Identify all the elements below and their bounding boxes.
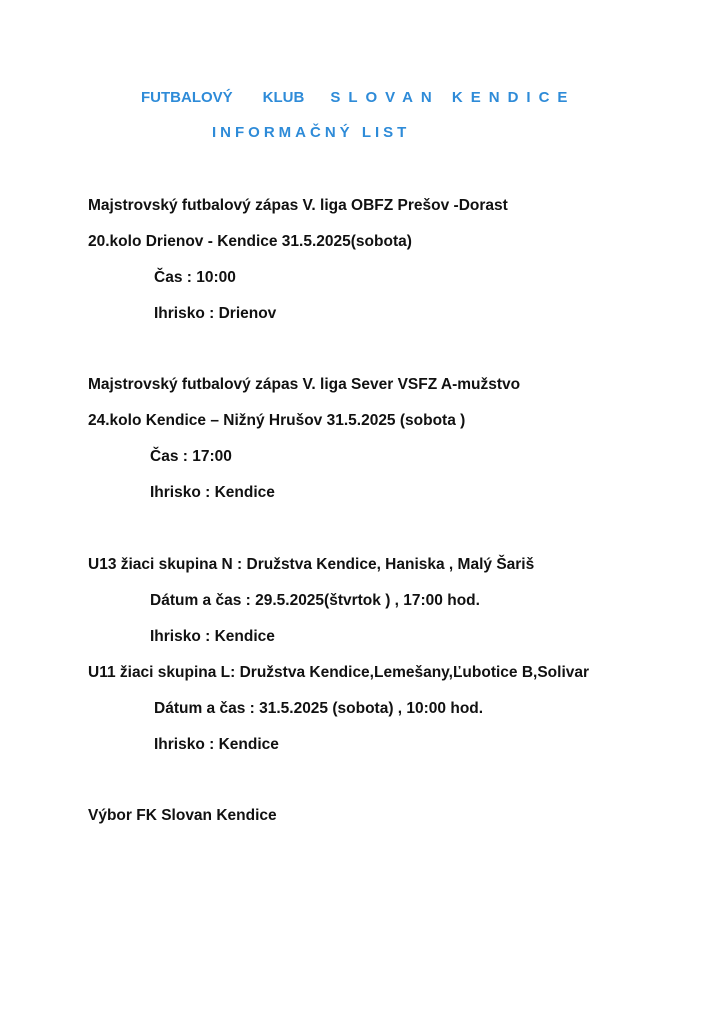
match1-time: Čas : 10:00 [154,269,236,286]
match2-time: Čas : 17:00 [150,448,232,465]
match2-title: Majstrovský futbalový zápas V. liga Sever VSFZ A-mužstvo [88,376,521,393]
match2-round: 24.kolo Kendice – Nižný Hrušov 31.5.2025 (sobota ) [88,412,466,429]
club-word-klub: KLUB [262,89,305,106]
match1-venue: Ihrisko : Drienov [154,305,277,322]
club-header [141,89,575,106]
match1-title: Majstrovský futbalový zápas V. liga OBFZ Prešov -Dorast [88,197,508,214]
u13-datetime: Dátum a čas : 29.5.2025(štvrtok ) , 17:00 hod. [150,592,480,609]
u13-title: U13 žiaci skupina N : Družstva Kendice, Haniska , Malý Šariš [88,556,535,573]
u11-datetime: Dátum a čas : 31.5.2025 (sobota) , 10:00 hod. [154,700,484,717]
signature: Výbor FK Slovan Kendice [88,807,277,824]
u11-venue: Ihrisko : Kendice [154,736,279,753]
match2-venue: Ihrisko : Kendice [150,484,275,501]
info-sheet-title: INFORMAČNÝ LIST [212,124,411,141]
match1-round: 20.kolo Drienov - Kendice 31.5.2025(sobota) [88,233,412,250]
u11-title: U11 žiaci skupina L: Družstva Kendice,Lemešany,Ľubotice B,Solivar [88,664,590,681]
u13-venue: Ihrisko : Kendice [150,628,275,645]
club-name: SLOVAN KENDICE [330,89,576,106]
club-word-futbalovy: FUTBALOVÝ [141,89,233,106]
